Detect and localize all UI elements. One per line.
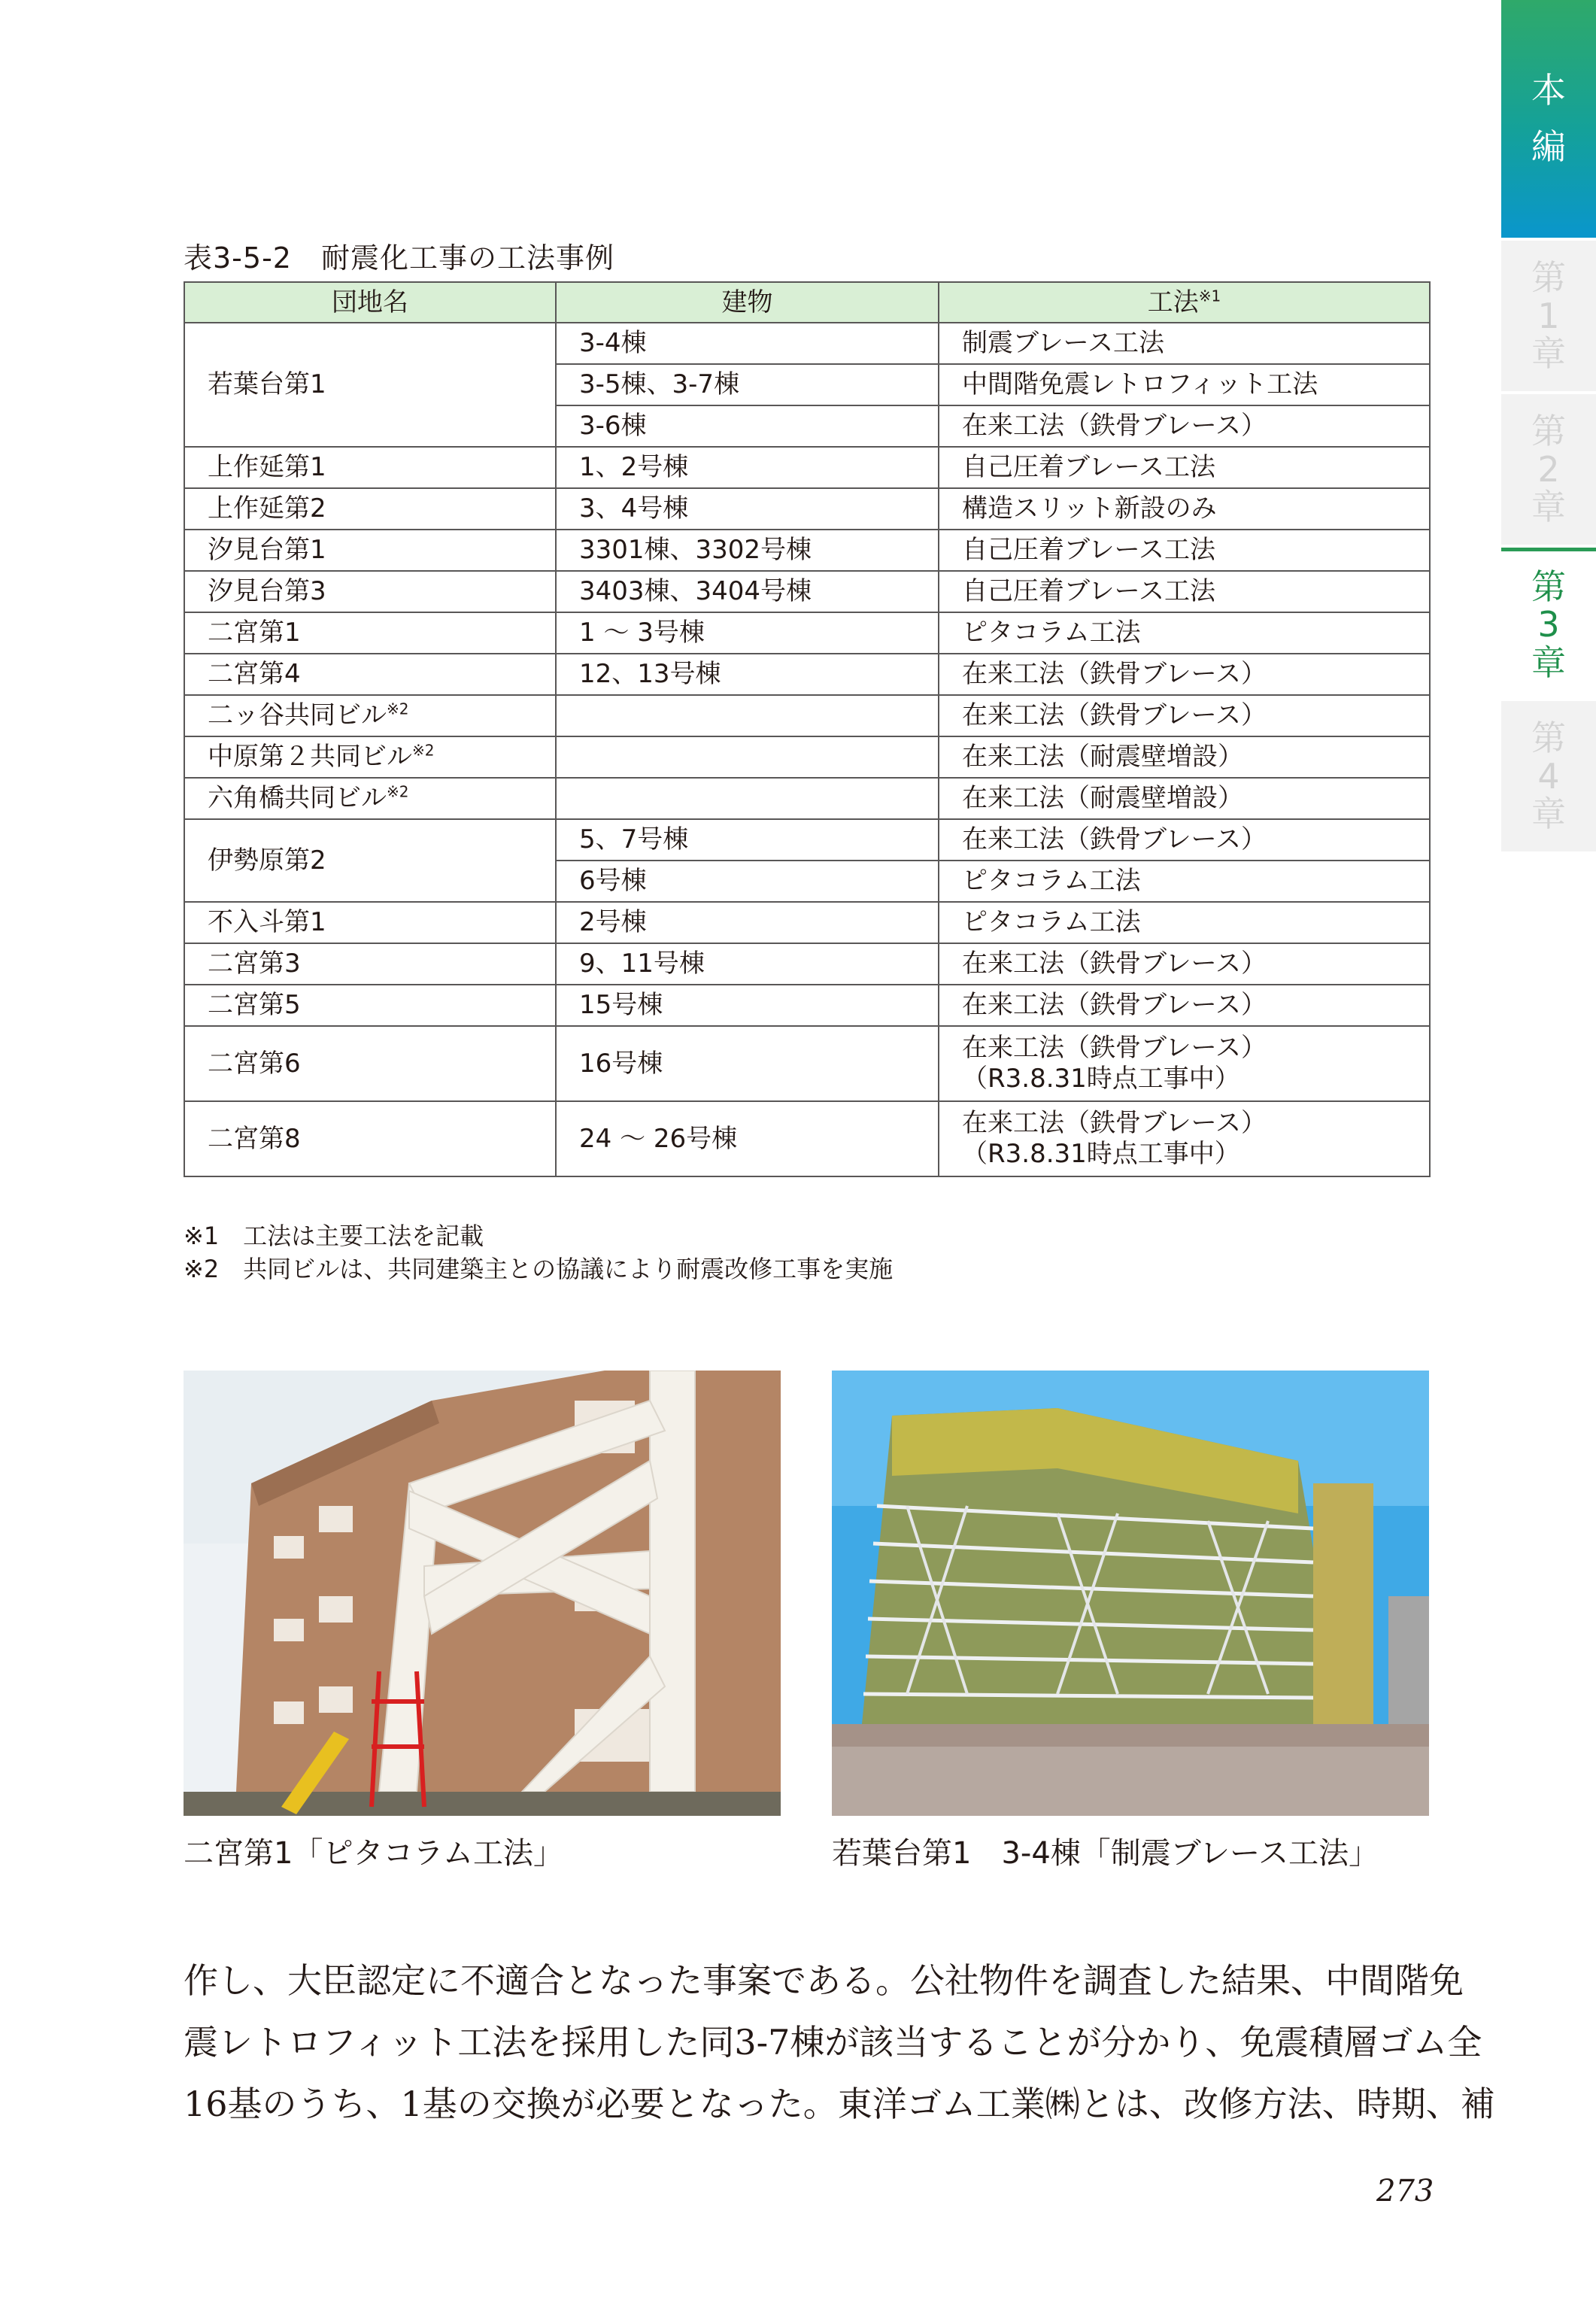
- building-cell: 1、2号棟: [556, 447, 939, 488]
- estate-cell: 二宮第4: [184, 654, 556, 695]
- table-row: [184, 985, 1430, 1026]
- header-estate: 団地名: [184, 282, 556, 323]
- table-row: [184, 323, 1430, 364]
- table-header-row: [184, 282, 1430, 323]
- method-cell: 制震ブレース工法: [939, 323, 1430, 364]
- table-row: [184, 571, 1430, 612]
- table-row: [184, 1026, 1430, 1101]
- method-cell: 在来工法（鉄骨ブレース）: [939, 943, 1430, 985]
- estate-cell: 不入斗第1: [184, 902, 556, 943]
- method-cell: 在来工法（鉄骨ブレース）: [939, 985, 1430, 1026]
- header-building: 建物: [556, 282, 939, 323]
- building-cell: 24 ～ 26号棟: [556, 1101, 939, 1176]
- building-cell: 15号棟: [556, 985, 939, 1026]
- building-cell: 12、13号棟: [556, 654, 939, 695]
- building-cell: [556, 778, 939, 819]
- building-cell: 3、4号棟: [556, 488, 939, 530]
- method-cell: 中間階免震レトロフィット工法: [939, 364, 1430, 405]
- estate-cell: 中原第２共同ビル$^{※2}$: [184, 736, 556, 778]
- building-cell: 1 ～ 3号棟: [556, 612, 939, 654]
- estate-cell: 上作延第2: [184, 488, 556, 530]
- building-cell: 5、7号棟: [556, 819, 939, 861]
- building-cell: 3403棟、3404号棟: [556, 571, 939, 612]
- building-cell: 3-4棟: [556, 323, 939, 364]
- building-cell: 9、11号棟: [556, 943, 939, 985]
- table-row: [184, 530, 1430, 571]
- table-row: [184, 819, 1430, 861]
- table-row: [184, 488, 1430, 530]
- building-cell: 16号棟: [556, 1026, 939, 1101]
- method-cell: 在来工法（耐震壁増設）: [939, 736, 1430, 778]
- building-cell: 3301棟、3302号棟: [556, 530, 939, 571]
- building-cell: [556, 736, 939, 778]
- method-cell: 自己圧着ブレース工法: [939, 530, 1430, 571]
- footnote-mark: ※2: [412, 741, 435, 760]
- method-cell: ピタコラム工法: [939, 902, 1430, 943]
- construction-method-table: [184, 281, 1431, 1177]
- method-cell: 自己圧着ブレース工法: [939, 447, 1430, 488]
- photo-wakabadai-damper-brace: [832, 1371, 1429, 1816]
- footnote-mark: ※2: [387, 700, 409, 718]
- chapter-tabs: [1501, 0, 1596, 855]
- estate-cell: 二宮第6: [184, 1026, 556, 1101]
- table-row: [184, 1101, 1430, 1176]
- header-footnote-mark: ※1: [1198, 287, 1221, 305]
- table-row: [184, 695, 1430, 736]
- estate-cell: 二ッ谷共同ビル$^{※2}$: [184, 695, 556, 736]
- table-row: [184, 447, 1430, 488]
- estate-cell: 上作延第1: [184, 447, 556, 488]
- method-cell: 自己圧着ブレース工法: [939, 571, 1430, 612]
- method-cell: ピタコラム工法: [939, 861, 1430, 902]
- table-caption: 表3-5-2 耐震化工事の工法事例: [184, 241, 614, 275]
- estate-cell: 二宮第5: [184, 985, 556, 1026]
- photo-caption-right: 若葉台第1 3-4棟「制震ブレース工法」: [832, 1836, 1379, 1871]
- building-cell: 3-5棟、3-7棟: [556, 364, 939, 405]
- tab-chapter-3[interactable]: 第 3 章: [1501, 548, 1596, 698]
- estate-cell: 二宮第3: [184, 943, 556, 985]
- tab-chapter-1[interactable]: 第 1 章: [1501, 241, 1596, 391]
- estate-cell: 六角橋共同ビル$^{※2}$: [184, 778, 556, 819]
- method-cell: 構造スリット新設のみ: [939, 488, 1430, 530]
- method-cell: 在来工法（鉄骨ブレース）: [939, 654, 1430, 695]
- table-row: [184, 612, 1430, 654]
- body-line: 震レトロフィット工法を採用した同3-7棟が該当することが分かり、免震積層ゴム全: [184, 2022, 1482, 2063]
- method-cell: 在来工法（鉄骨ブレース）: [939, 695, 1430, 736]
- footnote-1: ※1 工法は主要工法を記載: [184, 1222, 484, 1250]
- building-cell: 6号棟: [556, 861, 939, 902]
- body-line: 16基のうち、1基の交換が必要となった。東洋ゴム工業㈱とは、改修方法、時期、補: [184, 2084, 1495, 2124]
- method-cell: 在来工法（鉄骨ブレース）: [939, 819, 1430, 861]
- estate-cell: 若葉台第1: [184, 323, 556, 447]
- estate-cell: 二宮第8: [184, 1101, 556, 1176]
- body-line: 作し、大臣認定に不適合となった事案である。公社物件を調査した結果、中間階免: [184, 1960, 1464, 2001]
- estate-cell: 汐見台第3: [184, 571, 556, 612]
- estate-cell: 汐見台第1: [184, 530, 556, 571]
- method-cell: 在来工法（鉄骨ブレース）: [939, 405, 1430, 447]
- footnote-mark: ※2: [387, 782, 409, 801]
- building-cell: [556, 695, 939, 736]
- photo-ninomiya-pitacolumn: [184, 1371, 781, 1816]
- method-cell: 在来工法（鉄骨ブレース） （R3.8.31時点工事中）: [939, 1026, 1430, 1101]
- body-text: [184, 1950, 1495, 2135]
- header-method: 工法$^{※1}$: [939, 282, 1430, 323]
- method-cell: 在来工法（鉄骨ブレース） （R3.8.31時点工事中）: [939, 1101, 1430, 1176]
- tab-chapter-4[interactable]: 第 4 章: [1501, 701, 1596, 851]
- footnote-2: ※2 共同ビルは、共同建築主との協議により耐震改修工事を実施: [184, 1255, 894, 1283]
- table-row: [184, 778, 1430, 819]
- estate-cell: 伊勢原第2: [184, 819, 556, 902]
- method-cell: 在来工法（耐震壁増設）: [939, 778, 1430, 819]
- table-row: [184, 902, 1430, 943]
- method-cell: ピタコラム工法: [939, 612, 1430, 654]
- table-row: [184, 654, 1430, 695]
- building-cell: 2号棟: [556, 902, 939, 943]
- table-row: [184, 736, 1430, 778]
- tab-chapter-2[interactable]: 第 2 章: [1501, 394, 1596, 545]
- table-row: [184, 943, 1430, 985]
- page-number: 273: [1376, 2174, 1434, 2208]
- building-cell: 3-6棟: [556, 405, 939, 447]
- tab-main-part[interactable]: 本 編: [1501, 0, 1596, 238]
- photo-caption-left: 二宮第1「ピタコラム工法」: [184, 1836, 564, 1871]
- estate-cell: 二宮第1: [184, 612, 556, 654]
